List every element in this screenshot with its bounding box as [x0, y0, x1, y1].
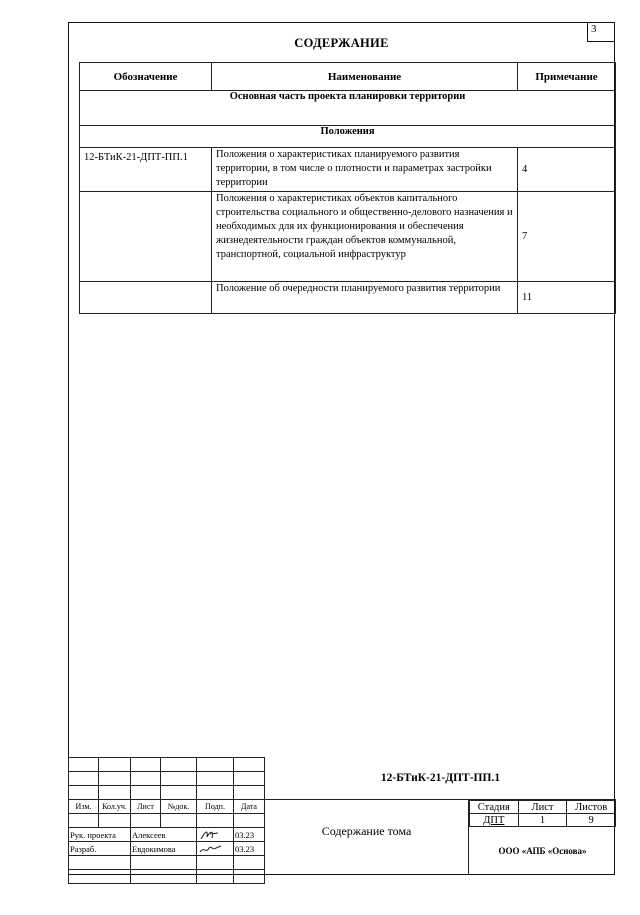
sheet-value: 1: [518, 814, 567, 827]
title-block: [68, 757, 615, 875]
section-row: [80, 91, 616, 126]
section-title: Основная часть проекта планировки территории: [80, 91, 616, 126]
col-doc: №док.: [161, 800, 197, 814]
row-name: Положения о характеристиках планируемого развития территории, в том числе о плотности и параметрах застройки территории: [212, 148, 518, 192]
title-block-main: [264, 757, 615, 875]
sheets-label: Листов: [567, 801, 616, 814]
subsection-title: Положения: [80, 126, 616, 148]
page-number: 3: [587, 22, 615, 42]
person-date: 03.23: [234, 828, 265, 842]
contents-table: [79, 62, 616, 314]
person-row: [69, 828, 265, 842]
row-note: 11: [518, 282, 616, 314]
subsection-row: [80, 126, 616, 148]
signature-cell: [197, 828, 234, 842]
revision-header-row: [69, 800, 265, 814]
person-name: Алексеев: [131, 828, 197, 842]
person-role: Разраб.: [69, 842, 131, 856]
header-name: Наименование: [212, 63, 518, 91]
col-sheet: Лист: [131, 800, 161, 814]
document-code: 12-БТиК-21-ДПТ-ПП.1: [265, 757, 616, 800]
signature-mark: [198, 842, 222, 855]
col-count: Кол.уч.: [99, 800, 131, 814]
stage-sheet-table: [469, 800, 616, 827]
person-role: Рук. проекта: [69, 828, 131, 842]
table-row: [80, 192, 616, 282]
table-row: [80, 148, 616, 192]
col-date: Дата: [234, 800, 265, 814]
row-note: 4: [518, 148, 616, 192]
row-designation: [80, 282, 212, 314]
row-name: Положения о характеристиках объектов капитального строительства социального и общественно-делового назначения и необходимых для их функционирования и обеспечения жизнедеятельности граждан объектов коммунальной, транспортной, социальной инфраструктур: [212, 192, 518, 282]
page-title: СОДЕРЖАНИЕ: [294, 36, 389, 50]
header-note: Примечание: [518, 63, 616, 91]
person-row: [69, 842, 265, 856]
signature-mark: [198, 828, 222, 841]
sheet-label: Лист: [518, 801, 567, 814]
sheets-value: 9: [567, 814, 616, 827]
revision-grid: [68, 757, 264, 875]
person-date: 03.23: [234, 842, 265, 856]
person-name: Евдокимова: [131, 842, 197, 856]
table-row: [80, 282, 616, 314]
signature-cell: [197, 842, 234, 856]
row-name: Положение об очередности планируемого развития территории: [212, 282, 518, 314]
col-signature: Подп.: [197, 800, 234, 814]
table-header-row: [80, 63, 616, 91]
header-designation: Обозначение: [80, 63, 212, 91]
row-designation: [80, 192, 212, 282]
organization-name: ООО «АПБ «Основа»: [498, 846, 587, 856]
stage-value: ДПТ: [470, 814, 519, 827]
document-title: Содержание тома: [265, 800, 469, 875]
row-note: 7: [518, 192, 616, 282]
stage-label: Стадия: [470, 801, 519, 814]
col-change: Изм.: [69, 800, 99, 814]
row-designation: 12-БТиК-21-ДПТ-ПП.1: [80, 148, 212, 192]
